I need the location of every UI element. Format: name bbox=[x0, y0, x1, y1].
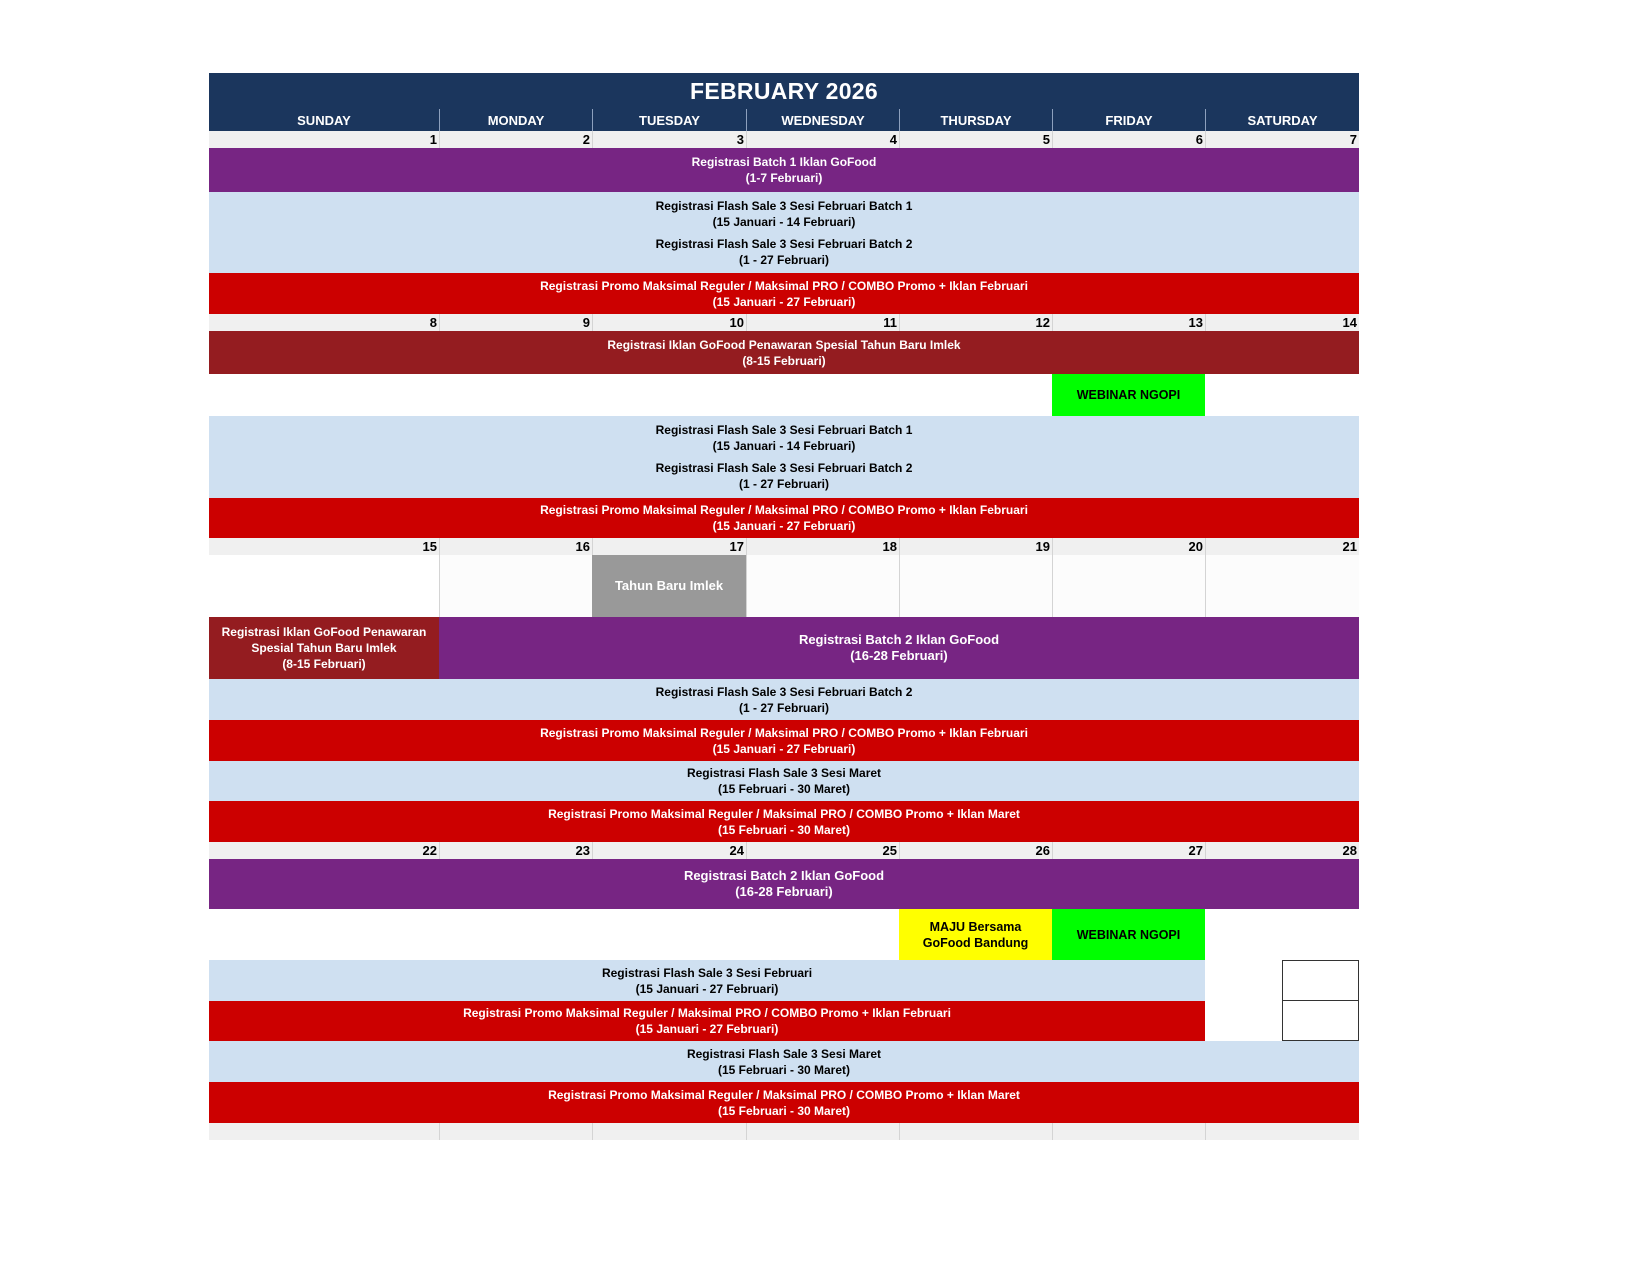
event-promo-maksimal-maret[interactable] bbox=[209, 1082, 1359, 1123]
event-title: Tahun Baru Imlek bbox=[614, 578, 724, 593]
date-cell[interactable]: 11 bbox=[746, 314, 899, 331]
empty-bordered-cell[interactable] bbox=[1282, 960, 1359, 1001]
footer-cell bbox=[439, 1123, 592, 1140]
event-title: Registrasi Iklan GoFood Penawaran Spesial Tahun Baru Imlek bbox=[607, 337, 961, 352]
event-title: Registrasi Flash Sale 3 Sesi Februari Batch 1 bbox=[655, 423, 913, 437]
event-title: Registrasi Promo Maksimal Reguler / Maksimal PRO / COMBO Promo + Iklan Februari bbox=[540, 278, 1028, 293]
date-cell[interactable]: 8 bbox=[209, 314, 439, 331]
date-cell[interactable]: 19 bbox=[899, 538, 1052, 555]
event-title-line2: GoFood Bandung bbox=[922, 935, 1029, 950]
date-cell[interactable]: 25 bbox=[746, 842, 899, 859]
date-cell[interactable]: 5 bbox=[899, 131, 1052, 148]
event-promo-maksimal-feb[interactable] bbox=[209, 1001, 1205, 1041]
event-flash-sale-feb[interactable] bbox=[209, 192, 1359, 273]
event-title: Registrasi Promo Maksimal Reguler / Maksimal PRO / COMBO Promo + Iklan Februari bbox=[540, 725, 1028, 740]
event-iklan-imlek[interactable] bbox=[209, 331, 1359, 374]
event-flash-sale-maret[interactable] bbox=[209, 1041, 1359, 1082]
event-tahun-baru-imlek[interactable] bbox=[592, 555, 746, 617]
day-cell-empty[interactable] bbox=[746, 555, 899, 617]
date-cell[interactable]: 26 bbox=[899, 842, 1052, 859]
event-flash-sale-feb[interactable] bbox=[209, 416, 1359, 498]
footer-cell bbox=[1052, 1123, 1205, 1140]
event-iklan-imlek[interactable] bbox=[209, 617, 439, 679]
date-cell[interactable]: 15 bbox=[209, 538, 439, 555]
event-range: (8-15 Februari) bbox=[282, 657, 366, 671]
date-cell[interactable]: 10 bbox=[592, 314, 746, 331]
event-title: WEBINAR NGOPI bbox=[1076, 388, 1181, 402]
event-range: (8-15 Februari) bbox=[742, 353, 826, 368]
weekday-thursday: THURSDAY bbox=[899, 109, 1052, 131]
event-title: Registrasi Flash Sale 3 Sesi Februari Batch 2 bbox=[655, 236, 913, 251]
weekday-friday: FRIDAY bbox=[1052, 109, 1205, 131]
event-title: Registrasi Flash Sale 3 Sesi Maret bbox=[686, 766, 882, 780]
event-title: Registrasi Promo Maksimal Reguler / Maksimal PRO / COMBO Promo + Iklan Februari bbox=[463, 1006, 951, 1020]
event-title: Registrasi Iklan GoFood Penawaran Spesial Tahun Baru Imlek bbox=[221, 625, 427, 655]
date-cell[interactable]: 22 bbox=[209, 842, 439, 859]
event-flash-sale-feb-batch2[interactable] bbox=[209, 679, 1359, 720]
event-promo-maksimal-feb[interactable] bbox=[209, 273, 1359, 314]
event-flash-sale-feb[interactable] bbox=[209, 960, 1205, 1001]
weekday-tuesday: TUESDAY bbox=[592, 109, 746, 131]
event-batch2-iklan-gofood[interactable] bbox=[209, 859, 1359, 909]
weekday-sunday: SUNDAY bbox=[209, 109, 439, 131]
event-title: Registrasi Promo Maksimal Reguler / Maksimal PRO / COMBO Promo + Iklan Februari bbox=[540, 503, 1028, 517]
date-cell[interactable]: 12 bbox=[899, 314, 1052, 331]
footer-cell bbox=[899, 1123, 1052, 1140]
footer-cell bbox=[1205, 1123, 1359, 1140]
footer-cell bbox=[592, 1123, 746, 1140]
date-cell[interactable]: 14 bbox=[1205, 314, 1359, 331]
date-cell[interactable]: 23 bbox=[439, 842, 592, 859]
event-range: (1-7 Februari) bbox=[745, 171, 823, 185]
date-cell[interactable]: 13 bbox=[1052, 314, 1205, 331]
event-range: (15 Februari - 30 Maret) bbox=[717, 822, 851, 837]
event-range: (15 Januari - 27 Februari) bbox=[712, 294, 856, 309]
event-range: (15 Januari - 14 Februari) bbox=[712, 214, 856, 229]
day-cell-empty[interactable] bbox=[1205, 555, 1359, 617]
date-cell[interactable]: 7 bbox=[1205, 131, 1359, 148]
footer-cell bbox=[746, 1123, 899, 1140]
event-title: Registrasi Flash Sale 3 Sesi Februari bbox=[601, 965, 813, 980]
event-title: Registrasi Flash Sale 3 Sesi Februari Batch 2 bbox=[655, 461, 913, 475]
event-range: (1 - 27 Februari) bbox=[738, 252, 830, 267]
date-cell[interactable]: 20 bbox=[1052, 538, 1205, 555]
date-cell[interactable]: 27 bbox=[1052, 842, 1205, 859]
event-flash-sale-maret[interactable] bbox=[209, 761, 1359, 801]
event-range: (15 Februari - 30 Maret) bbox=[717, 1062, 851, 1077]
event-range: (15 Februari - 30 Maret) bbox=[717, 782, 851, 796]
event-range: (15 Januari - 27 Februari) bbox=[712, 741, 856, 756]
date-cell[interactable]: 17 bbox=[592, 538, 746, 555]
date-cell[interactable]: 3 bbox=[592, 131, 746, 148]
day-cell-empty[interactable] bbox=[1052, 555, 1205, 617]
event-range: (16-28 Februari) bbox=[850, 648, 948, 663]
event-range: (15 Januari - 27 Februari) bbox=[635, 1022, 779, 1036]
event-title: WEBINAR NGOPI bbox=[1076, 927, 1181, 942]
event-title: Registrasi Promo Maksimal Reguler / Maksimal PRO / COMBO Promo + Iklan Maret bbox=[548, 1087, 1020, 1102]
event-maju-bersama-gofood-bandung[interactable] bbox=[899, 909, 1052, 960]
event-range: (15 Januari - 27 Februari) bbox=[635, 981, 779, 996]
date-cell[interactable]: 24 bbox=[592, 842, 746, 859]
event-title: MAJU Bersama bbox=[929, 919, 1022, 934]
event-batch2-iklan-gofood[interactable] bbox=[439, 617, 1359, 679]
event-promo-maksimal-maret[interactable] bbox=[209, 801, 1359, 842]
event-title: Registrasi Batch 2 Iklan GoFood bbox=[798, 632, 1000, 647]
date-cell[interactable]: 28 bbox=[1205, 842, 1359, 859]
event-range: (15 Januari - 14 Februari) bbox=[712, 439, 856, 453]
day-cell-empty[interactable] bbox=[439, 555, 592, 617]
weekday-monday: MONDAY bbox=[439, 109, 592, 131]
date-cell[interactable]: 21 bbox=[1205, 538, 1359, 555]
event-title: Registrasi Flash Sale 3 Sesi Februari Batch 2 bbox=[655, 684, 913, 699]
event-webinar-ngopi[interactable] bbox=[1052, 374, 1205, 416]
event-range: (1 - 27 Februari) bbox=[738, 700, 830, 715]
event-title: Registrasi Flash Sale 3 Sesi Maret bbox=[686, 1046, 882, 1061]
weekday-wednesday: WEDNESDAY bbox=[746, 109, 899, 131]
event-promo-maksimal-feb[interactable] bbox=[209, 720, 1359, 761]
event-title: Registrasi Promo Maksimal Reguler / Maksimal PRO / COMBO Promo + Iklan Maret bbox=[548, 806, 1020, 821]
event-title: Registrasi Flash Sale 3 Sesi Februari Batch 1 bbox=[655, 198, 913, 213]
footer-cell bbox=[209, 1123, 439, 1140]
event-range: (15 Februari - 30 Maret) bbox=[717, 1103, 851, 1118]
event-batch1-iklan-gofood[interactable] bbox=[209, 148, 1359, 192]
event-range: (1 - 27 Februari) bbox=[738, 477, 830, 491]
empty-bordered-cell[interactable] bbox=[1282, 1000, 1359, 1041]
date-cell[interactable]: 18 bbox=[746, 538, 899, 555]
calendar-title: FEBRUARY 2026 bbox=[209, 73, 1359, 109]
date-cell[interactable]: 2 bbox=[439, 131, 592, 148]
event-webinar-ngopi[interactable] bbox=[1052, 909, 1205, 960]
day-cell-empty[interactable] bbox=[209, 555, 439, 617]
date-cell[interactable]: 4 bbox=[746, 131, 899, 148]
date-cell[interactable]: 1 bbox=[209, 131, 439, 148]
date-cell[interactable]: 16 bbox=[439, 538, 592, 555]
date-cell[interactable]: 6 bbox=[1052, 131, 1205, 148]
day-cell-empty[interactable] bbox=[899, 555, 1052, 617]
event-range: (16-28 Februari) bbox=[735, 884, 833, 899]
weekday-saturday: SATURDAY bbox=[1205, 109, 1359, 131]
date-cell[interactable]: 9 bbox=[439, 314, 592, 331]
event-title: Registrasi Batch 1 Iklan GoFood bbox=[691, 155, 877, 169]
event-range: (15 Januari - 27 Februari) bbox=[712, 519, 856, 533]
event-promo-maksimal-feb[interactable] bbox=[209, 498, 1359, 538]
event-title: Registrasi Batch 2 Iklan GoFood bbox=[683, 868, 885, 883]
